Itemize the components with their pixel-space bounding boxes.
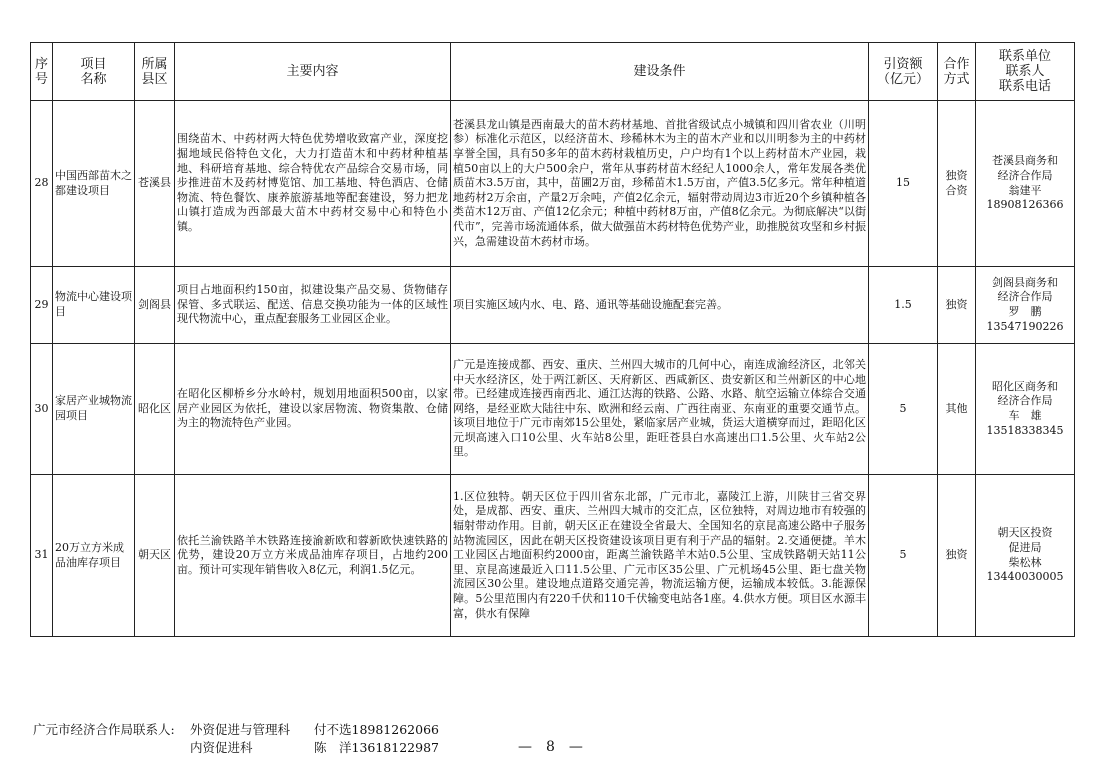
row-conditions: 项目实施区域内水、电、路、通讯等基础设施配套完善。 <box>451 267 869 344</box>
table-row <box>31 101 1075 267</box>
row-contact: 朝天区投资 促进局 柴松林 13440030005 <box>976 475 1075 637</box>
row-county: 昭化区 <box>135 344 175 475</box>
row-name: 家居产业城物流园项目 <box>53 344 135 475</box>
page-number: — 8 — <box>518 739 583 755</box>
header-contact: 联系单位 联系人 联系电话 <box>976 43 1075 101</box>
row-mode: 独资 合资 <box>938 101 976 267</box>
row-mode: 其他 <box>938 344 976 475</box>
header-conditions: 建设条件 <box>451 43 869 101</box>
table-row <box>31 344 1075 475</box>
row-seq: 28 <box>31 101 53 267</box>
header-mode: 合作 方式 <box>938 43 976 101</box>
row-mode: 独资 <box>938 475 976 637</box>
row-conditions: 广元是连接成都、西安、重庆、兰州四大城市的几何中心，南连成渝经济区，北邻关中天水经济区，处于两江新区、天府新区、西咸新区、贵安新区和兰州新区的中心地带。已经建成连接西南西北、通江达海的铁路、公路、水路、航空运输立体综合交通网络，是经亚欧大陆往中东、欧洲和经云南、广西往南亚、东南亚的重要交通节点。该项目地位于广元市南郊15公里处，紧临家居产业城，货运大道横穿而过，距昭化区元坝高速入口10公里、火车站8公里，距旺苍县白水高速出口1.5公里、火车站2公里。 <box>451 344 869 475</box>
row-seq: 31 <box>31 475 53 637</box>
footer-contact-domestic: 陈 洋13618122987 <box>314 740 439 755</box>
row-content: 依托兰渝铁路羊木铁路连接渝新欧和蓉新欧快速铁路的优势，建设20万立方米成品油库存项目，占地约200亩。预计可实现年销售收入8亿元，利润1.5亿元。 <box>175 475 451 637</box>
row-contact: 苍溪县商务和 经济合作局 翁建平 18908126366 <box>976 101 1075 267</box>
footer-dept-domestic: 内资促进科 <box>190 740 253 755</box>
row-investment: 15 <box>869 101 938 267</box>
table-row <box>31 267 1075 344</box>
row-investment: 1.5 <box>869 267 938 344</box>
header-content: 主要内容 <box>175 43 451 101</box>
row-name: 中国西部苗木之都建设项目 <box>53 101 135 267</box>
footer-org-label: 广元市经济合作局联系人: <box>33 722 175 737</box>
header-county: 所属 县区 <box>135 43 175 101</box>
header-seq: 序 号 <box>31 43 53 101</box>
footer-dept-foreign: 外资促进与管理科 <box>190 722 291 737</box>
header-name: 项目 名称 <box>53 43 135 101</box>
footer-contact-foreign: 付不选18981262066 <box>314 722 439 737</box>
row-seq: 29 <box>31 267 53 344</box>
header-investment: 引资额 （亿元） <box>869 43 938 101</box>
project-table <box>30 42 1075 637</box>
row-name: 物流中心建设项目 <box>53 267 135 344</box>
row-investment: 5 <box>869 344 938 475</box>
row-investment: 5 <box>869 475 938 637</box>
table-row <box>31 475 1075 637</box>
row-conditions: 苍溪县龙山镇是西南最大的苗木药材基地、首批省级试点小城镇和四川省农业（川明参）标准化示范区，以经济苗木、珍稀林木为主的苗木产业和以川明参为主的中药材享誉全国，具有50多年的苗木药材栽植历史，户户均有1个以上药材苗木产业园，栽植50亩以上的大户500余户，常年从事药材苗木经纪人1000余人，常年发展各类优质苗木3.5万亩，其中，苗圃2万亩，珍稀苗木1.5万亩，产值3.5亿多元。常年种植道地药材2万余亩，产量2万余吨，产值2亿余元，辐射带动周边3市近20个乡镇种植各类苗木12万亩、产值12亿余元；种植中药材8万亩，产值8亿余元。为彻底解决“以街代市”，完善市场流通体系，做大做强苗木药材特色优势产业，助推脱贫攻坚和乡村振兴，急需建设苗木药材市场。 <box>451 101 869 267</box>
row-county: 剑阁县 <box>135 267 175 344</box>
row-content: 项目占地面积约150亩，拟建设集产品交易、货物储存保管、多式联运、配送、信息交换功能为一体的区域性现代物流中心，重点配套服务工业园区企业。 <box>175 267 451 344</box>
row-content: 围绕苗木、中药材两大特色优势增收致富产业，深度挖掘地域民俗特色文化，大力打造苗木和中药材种植基地、科研培育基地、综合特优农产品综合交易市场，同步推进苗木及药材博览馆、加工基地、特色酒店、仓储物流、特色餐饮、康养旅游基地等配套建设，努力把龙山镇打造成为西部最大苗木中药材交易中心和特色小镇。 <box>175 101 451 267</box>
row-county: 朝天区 <box>135 475 175 637</box>
row-contact: 昭化区商务和 经济合作局 车 雄 13518338345 <box>976 344 1075 475</box>
row-name: 20万立方米成品油库存项目 <box>53 475 135 637</box>
row-seq: 30 <box>31 344 53 475</box>
row-mode: 独资 <box>938 267 976 344</box>
table-header-row <box>31 43 1075 101</box>
row-county: 苍溪县 <box>135 101 175 267</box>
row-content: 在昭化区柳桥乡分水岭村，规划用地面积500亩，以家居产业园区为依托，建设以家居物流、物资集散、仓储为主的物流特色产业园。 <box>175 344 451 475</box>
row-contact: 剑阁县商务和 经济合作局 罗 鹏 13547190226 <box>976 267 1075 344</box>
row-conditions: 1.区位独特。朝天区位于四川省东北部，广元市北，嘉陵江上游，川陕甘三省交界处，是成都、西安、重庆、兰州四大城市的交汇点，区位独特，对周边地市有较强的辐射带动作用。目前，朝天区正在建设全省最大、全国知名的京昆高速公路中子服务站物流园区，因此在朝天区投资建设该项目更有利于产品的辐射。2.交通便捷。羊木工业园区占地面积约2000亩，距离兰渝铁路羊木站0.5公里、宝成铁路朝天站11公里、京昆高速最近入口11.5公里、广元市区35公里、广元机场45公里、距七盘关物流园区30公里。建设地点道路交通完善，物流运输方便，运输成本较低。3.能源保障。5公里范围内有220千伏和110千伏输变电站各1座。4.供水方便。项目区水源丰富，供水有保障 <box>451 475 869 637</box>
